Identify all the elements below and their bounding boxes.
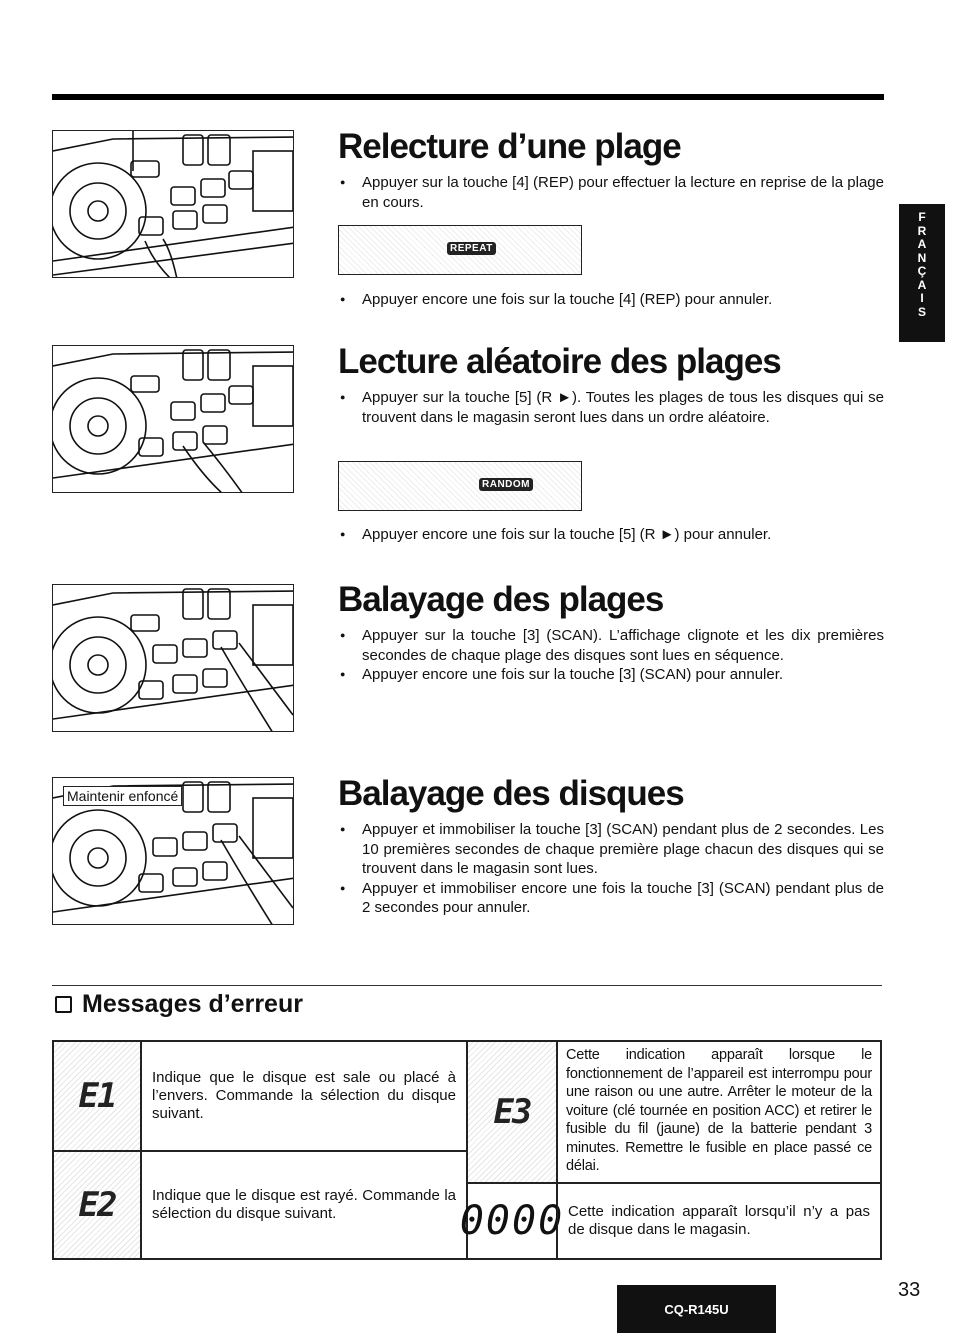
error-description-e3: Cette indication apparaît lorsque le fonctionnement de l’appareil est interrompu pour une raison ou une autre. Arrêter le moteur de la voiture (clé tournée en position ACC) et retirer le fusible du fil (jaune) de la batterie pendant 3 minutes. Remettre le fusible en place passé ce délai. — [557, 1041, 881, 1183]
error-display-e1: E1 — [53, 1041, 141, 1151]
section-title: Relecture d’une plage — [338, 127, 681, 166]
error-display-e2: E2 — [53, 1151, 141, 1259]
instruction-bullet: ● Appuyer encore une fois sur la touche [4] (REP) pour annuler. — [338, 290, 884, 310]
checkbox-square-icon — [55, 996, 72, 1013]
section-title: Balayage des plages — [338, 580, 664, 619]
display-random — [338, 461, 582, 511]
section-title: Balayage des disques — [338, 774, 684, 813]
instruction-bullet: ● Appuyer sur la touche [4] (REP) pour effectuer la lecture en reprise de la plage en cours. — [338, 173, 884, 212]
head-unit-drawing — [53, 585, 294, 732]
error-description-e2: Indique que le disque est rayé. Commande la sélection du disque suivant. — [141, 1151, 467, 1259]
instruction-bullet: ● Appuyer sur la touche [5] (R ►). Toutes les plages de tous les disques qui se trouvent dans le magasin seront lues dans un ordre aléatoire. — [338, 388, 884, 427]
language-tab: F R A N Ç A I S — [899, 204, 945, 342]
top-rule — [52, 94, 884, 100]
error-description-e1: Indique que le disque est sale ou placé à l’envers. Commande la sélection du disque suivant. — [141, 1041, 467, 1151]
error-messages-heading: Messages d’erreur — [55, 990, 303, 1019]
section-disc-scan — [338, 774, 884, 918]
instruction-bullet: ● Appuyer et immobiliser encore une fois la touche [3] (SCAN) pendant plus de 2 secondes pour annuler. — [338, 879, 884, 918]
section-random — [338, 342, 884, 427]
section-random-cancel — [338, 525, 884, 545]
head-unit-illustration-disc-scan — [52, 777, 294, 925]
head-unit-illustration-scan — [52, 584, 294, 732]
error-table — [52, 1040, 882, 1260]
section-repeat — [338, 127, 884, 212]
error-description-no-disc: Cette indication apparaît lorsqu’il n’y a pas de disque dans le magasin. — [557, 1183, 881, 1259]
error-display-e3: E3 — [467, 1041, 557, 1183]
hold-pressed-label: Maintenir enfoncé — [63, 786, 182, 806]
section-title: Lecture aléatoire des plages — [338, 342, 781, 381]
head-unit-drawing — [53, 346, 294, 493]
section-track-scan — [338, 580, 884, 685]
page-number: 33 — [898, 1279, 921, 1301]
display-repeat — [338, 225, 582, 275]
random-indicator: RANDOM — [479, 478, 533, 491]
error-display-no-disc: 0000 — [467, 1183, 557, 1259]
section-repeat-cancel — [338, 290, 884, 310]
instruction-bullet: ● Appuyer et immobiliser la touche [3] (SCAN) pendant plus de 2 secondes. Les 10 premières secondes de chaque première plage chacun des disques qui se trouvent dans le magasin sont lues. — [338, 820, 884, 879]
head-unit-illustration-rep — [52, 130, 294, 278]
instruction-bullet: ● Appuyer encore une fois sur la touche [3] (SCAN) pour annuler. — [338, 665, 884, 685]
instruction-bullet: ● Appuyer encore une fois sur la touche [5] (R ►) pour annuler. — [338, 525, 884, 545]
instruction-bullet: ● Appuyer sur la touche [3] (SCAN). L’affichage clignote et les dix premières secondes de chaque plage des disques sont lues en séquence. — [338, 626, 884, 665]
model-badge: CQ-R145U — [617, 1285, 776, 1333]
head-unit-illustration-random — [52, 345, 294, 493]
section-divider — [52, 985, 882, 986]
repeat-indicator: REPEAT — [447, 242, 496, 255]
head-unit-drawing — [53, 131, 294, 278]
